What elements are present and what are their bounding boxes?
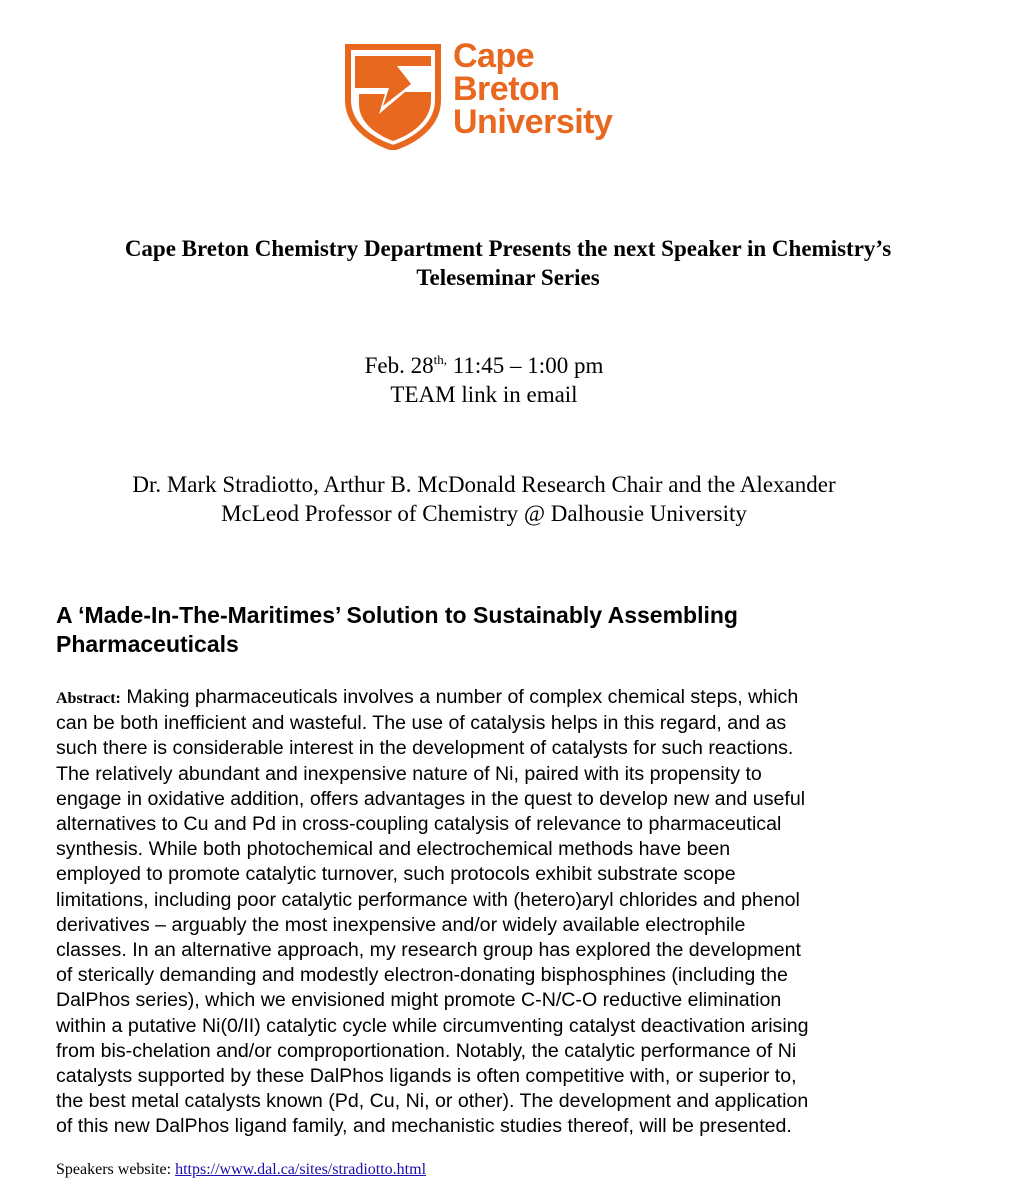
talk-title-line-2: Pharmaceuticals bbox=[56, 631, 239, 657]
abstract-line: synthesis. While both photochemical and electrochemical methods have been bbox=[56, 838, 731, 861]
abstract-line bbox=[56, 685, 956, 711]
logo-line-breton: Breton bbox=[453, 70, 560, 108]
event-details bbox=[0, 351, 968, 409]
speaker-website bbox=[56, 1160, 426, 1180]
speaker-info bbox=[0, 470, 968, 528]
event-datetime bbox=[0, 351, 968, 380]
shield-emblem-icon bbox=[345, 44, 441, 150]
heading-line-2: Teleseminar Series bbox=[416, 265, 600, 290]
abstract-line: of this new DalPhos ligand family, and mechanistic studies thereof, will be presented. bbox=[56, 1115, 792, 1138]
abstract-label: Abstract: bbox=[56, 690, 121, 707]
abstract-line: derivatives – arguably the most inexpensive and/or widely available electrophile bbox=[56, 913, 746, 936]
website-link[interactable]: https://www.dal.ca/sites/stradiotto.html bbox=[175, 1161, 427, 1178]
abstract-line: the best metal catalysts known (Pd, Cu, Ni, or other). The development and application bbox=[56, 1090, 809, 1113]
abstract-line: can be both inefficient and wasteful. The use of catalysis helps in this regard, and as bbox=[56, 712, 787, 735]
speaker-line-2: McLeod Professor of Chemistry @ Dalhousie University bbox=[221, 501, 747, 526]
abstract-first-line: Making pharmaceuticals involves a number of complex chemical steps, which bbox=[120, 686, 799, 708]
logo-wordmark bbox=[453, 37, 613, 141]
university-logo bbox=[345, 37, 625, 154]
abstract-line: engage in oxidative addition, offers advantages in the quest to develop new and useful bbox=[56, 787, 806, 810]
abstract-line: classes. In an alternative approach, my research group has explored the development bbox=[56, 939, 801, 962]
event-date: Feb. 28 bbox=[364, 353, 434, 378]
abstract-line: within a putative Ni(0/II) catalytic cycle while circumventing catalyst deactivation arising bbox=[56, 1014, 809, 1037]
event-link-note: TEAM link in email bbox=[390, 382, 578, 407]
abstract-line: The relatively abundant and inexpensive nature of Ni, paired with its propensity to bbox=[56, 762, 762, 785]
abstract-line: such there is considerable interest in the development of catalysts for such reactions. bbox=[56, 737, 794, 760]
talk-title bbox=[56, 601, 936, 659]
page-heading bbox=[0, 234, 1016, 292]
abstract-line: employed to promote catalytic turnover, such protocols exhibit substrate scope bbox=[56, 863, 736, 886]
abstract-line: limitations, including poor catalytic performance with (hetero)aryl chlorides and phenol bbox=[56, 888, 800, 911]
abstract-line: DalPhos series), which we envisioned might promote C-N/C-O reductive elimination bbox=[56, 989, 782, 1012]
logo-line-university: University bbox=[453, 103, 613, 141]
abstract-line: catalysts supported by these DalPhos ligands is often competitive with, or superior to, bbox=[56, 1065, 797, 1088]
abstract-line: alternatives to Cu and Pd in cross-coupling catalysis of relevance to pharmaceutical bbox=[56, 813, 782, 836]
event-time: 11:45 – 1:00 pm bbox=[447, 353, 604, 378]
heading-line-1: Cape Breton Chemistry Department Presents the next Speaker in Chemistry’s bbox=[124, 236, 892, 261]
talk-title-line-1: A ‘Made-In-The-Maritimes’ Solution to Sustainably Assembling bbox=[56, 602, 738, 628]
logo-line-cape: Cape bbox=[453, 37, 535, 75]
abstract-line: from bis-chelation and/or comproportionation. Notably, the catalytic performance of Ni bbox=[56, 1039, 797, 1062]
abstract bbox=[56, 685, 956, 1140]
event-date-suffix: th, bbox=[433, 352, 448, 367]
abstract-line: of sterically demanding and modestly electron-donating bisphosphines (including the bbox=[56, 964, 788, 987]
speaker-line-1: Dr. Mark Stradiotto, Arthur B. McDonald Research Chair and the Alexander bbox=[132, 472, 836, 497]
website-label: Speakers website: bbox=[56, 1161, 176, 1178]
